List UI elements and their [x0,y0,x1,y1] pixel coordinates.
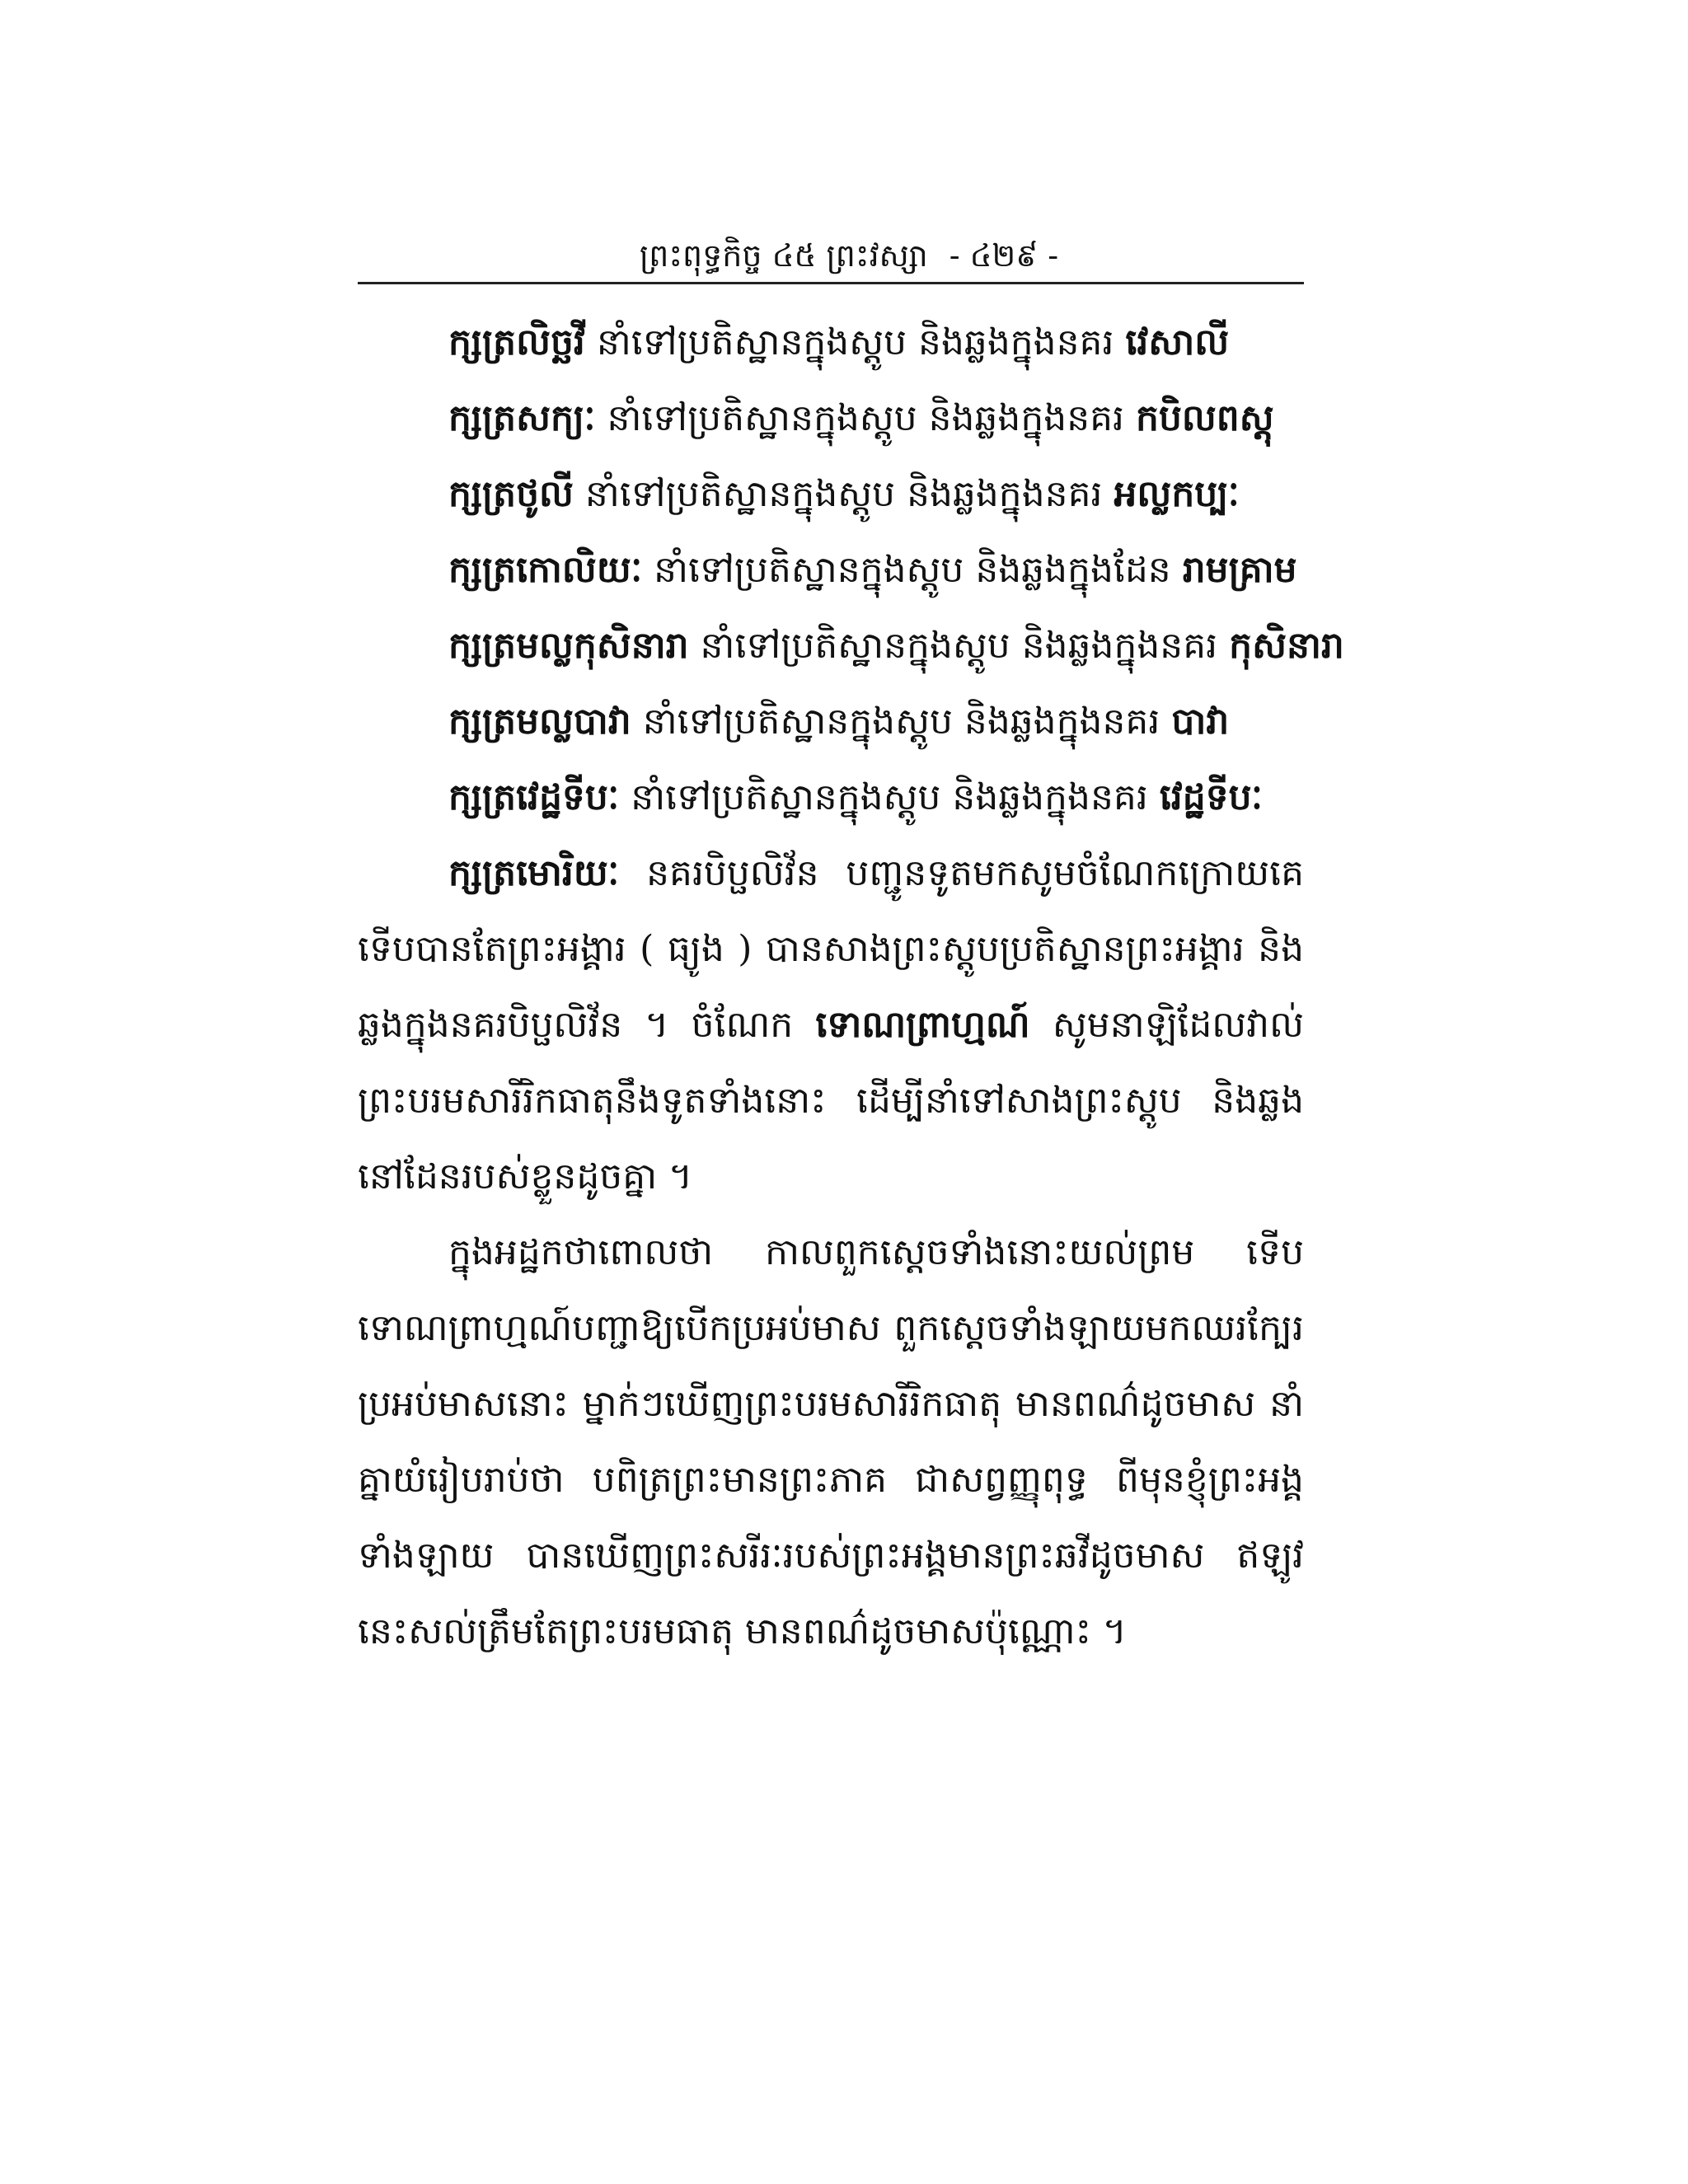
place-name: អល្លកប្បៈ [1114,473,1240,515]
entry-text: នាំទៅប្រតិស្ឋានក្នុងស្តូប និងឆ្លងក្នុងនគរ [631,776,1148,818]
paragraph-moriya [358,836,1304,1215]
entry-text: នាំទៅប្រតិស្ឋានក្នុងស្តូប និងឆ្លងក្នុងនគរ [584,473,1103,515]
place-name: កុសិនារា [1229,625,1344,667]
clan-name: ក្សត្រមោរិយៈ [448,852,620,894]
paragraph-text: ក្នុងអដ្ឋកថាពោលថា កាលពួកស្តេចទាំងនោះយល់ព្រម ទើបទោណព្រាហ្មណ៍បញ្ជាឱ្យបើកប្រអប់មាស ពួកស្តេចទាំងឡាយមកឈរក្បែរប្រអប់មាសនោះ ម្នាក់ៗឃើញព្រះបរមសារីរិកធាតុ មានពណ៌ដូចមាស នាំគ្នាយំរៀបរាប់ថា បពិត្រព្រះមានព្រះភាគ ជាសព្វញ្ញុពុទ្ធ ពីមុនខ្ញុំព្រះអង្គទាំងឡាយ បានឃើញព្រះសរីរៈរបស់ព្រះអង្គមានព្រះឆវីដូចមាស ឥឡូវនេះសល់ត្រឹមតែព្រះបរមធាតុ មានពណ៌ដូចមាសប៉ុណ្ណោះ ។ [358,1231,1304,1652]
list-item [358,305,1304,381]
list-item [358,381,1304,457]
clan-name: ក្សត្រកោលិយៈ [448,549,643,591]
paragraph-commentary [358,1215,1304,1670]
header-rule [358,282,1304,284]
place-name: វេសាលី [1125,321,1230,363]
clan-name: ក្សត្រថូលី [448,473,574,515]
clan-name: ក្សត្រសក្យៈ [448,397,596,439]
running-header [354,231,1343,280]
entry-text: នាំទៅប្រតិស្ឋានក្នុងស្តូប និងឆ្លងក្នុងដែន [654,549,1171,591]
clan-name: ក្សត្រមល្លបាវា [448,701,631,743]
list-item [358,684,1304,760]
list-item [358,760,1304,836]
entry-text: នាំទៅប្រតិស្ឋានក្នុងស្តូប និងឆ្លងក្នុងនគរ [700,625,1218,667]
place-name: រាមគ្រាម [1182,549,1297,591]
place-name: បាវា [1171,701,1230,743]
page-number: - ៤២៩ - [949,237,1059,274]
list-item [358,608,1344,684]
clan-name: ក្សត្រវេដ្ឋទីបៈ [448,776,620,818]
place-name: វេដ្ឋទីបៈ [1159,776,1263,818]
relic-distribution-list [358,305,1344,836]
book-title: ព្រះពុទ្ធកិច្ច ៤៥ ព្រះវស្សា [639,237,928,274]
place-name: កបិលពស្តុ [1136,397,1274,439]
clan-name: ក្សត្រមល្លកុសិនារា [448,625,689,667]
clan-name: ក្សត្រលិច្ឆវី [448,321,585,363]
list-item [358,457,1304,532]
paragraph-text: នគរបិប្ផលិវ័ន បញ្ជូនទូតមកសូមចំណែកក្រោយគេ ទើបបានតែព្រះអង្គារ ( ធ្យូង ) បានសាងព្រះស្តូបប្រតិស្ឋានព្រះអង្គារ និងឆ្លងក្នុងនគរបិប្ផលិវ័ន ។ ចំណែក [358,852,1304,1046]
paragraph-text: សូមនាឡិដែលវាល់ព្រះបរមសារីរិកធាតុនឹងទូតទាំងនោះ ដើម្បីនាំទៅសាងព្រះស្តូប និងឆ្លងនៅដែនរបស់ខ្លួនដូចគ្នា ។ [358,1004,1304,1197]
brahmin-name: ទោណព្រាហ្មណ៍ [815,1004,1030,1046]
entry-text: នាំទៅប្រតិស្ឋានក្នុងស្តូប និងឆ្លងក្នុងនគរ [607,397,1125,439]
entry-text: នាំទៅប្រតិស្ឋានក្នុងស្តូប និងឆ្លងក្នុងនគរ [596,321,1114,363]
list-item [358,532,1304,608]
entry-text: នាំទៅប្រតិស្ឋានក្នុងស្តូប និងឆ្លងក្នុងនគរ [642,701,1160,743]
